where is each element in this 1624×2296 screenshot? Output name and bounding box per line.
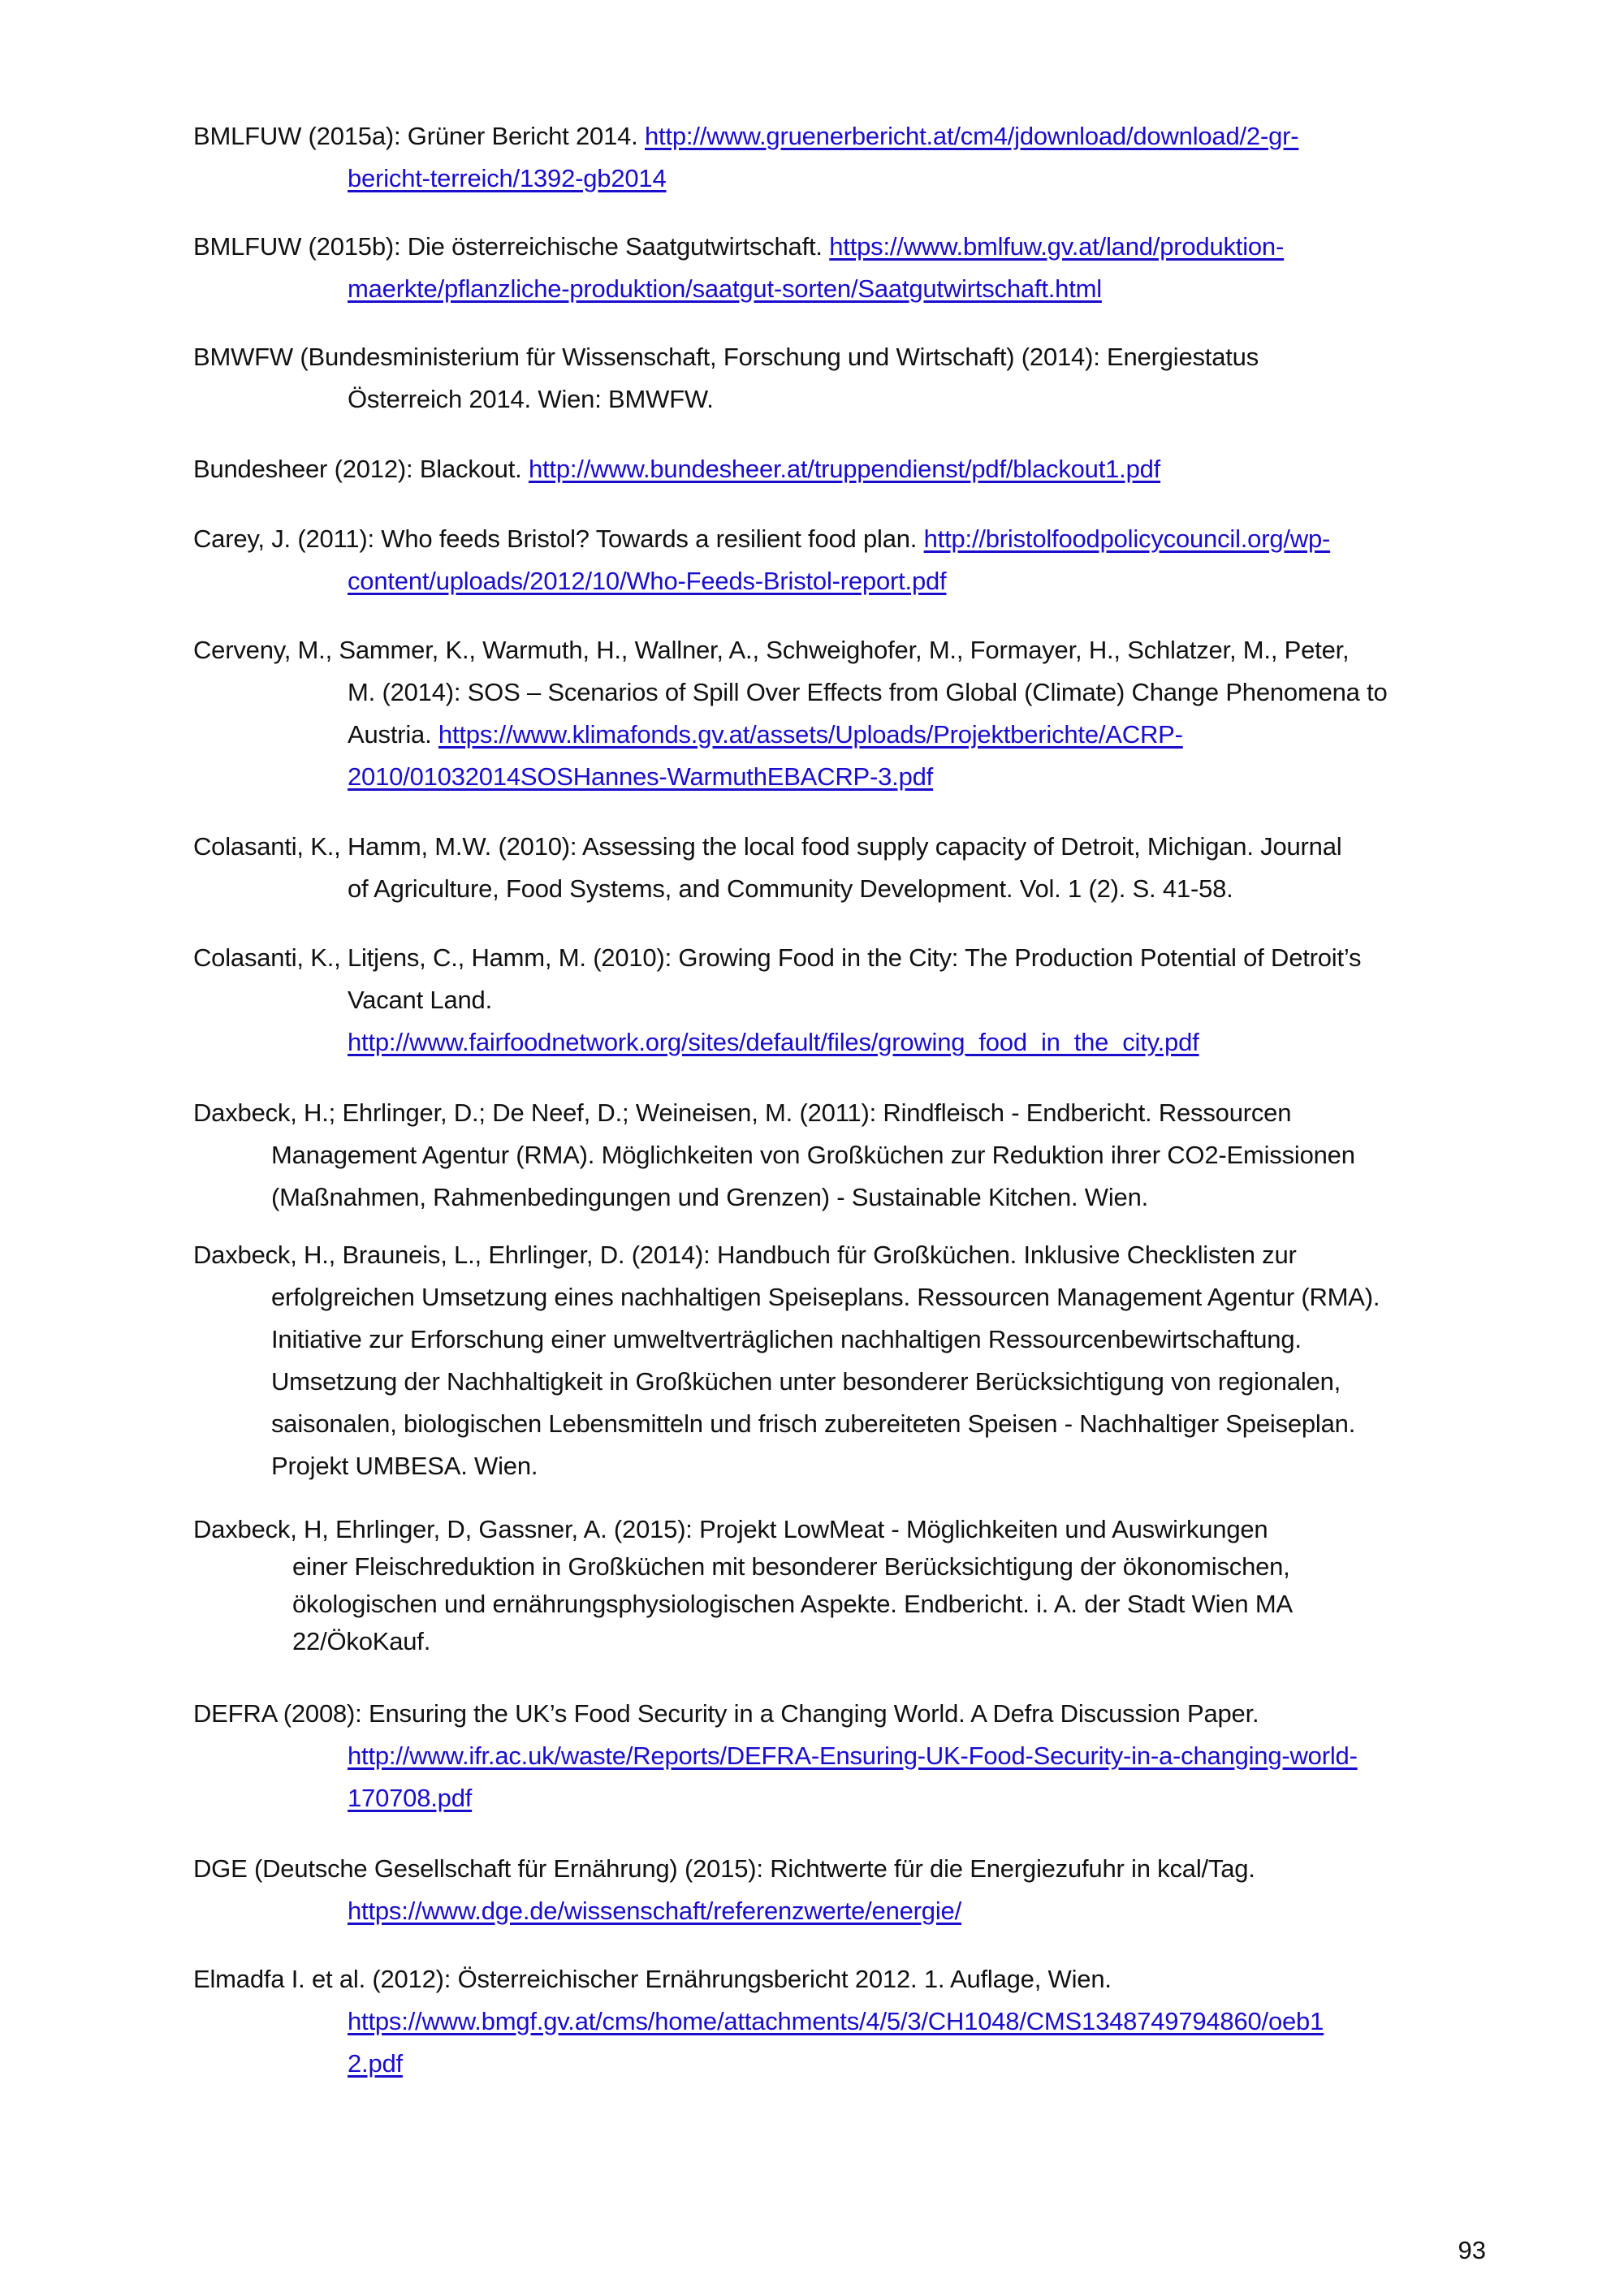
reference-bmlfuw-2015a [193, 115, 1492, 200]
reference-link-continued[interactable]: 2010/01032014SOSHannes-WarmuthEBACRP-3.pdf [348, 762, 934, 791]
reference-text: Cerveny, M., Sammer, K., Warmuth, H., Wallner, A., Schweighofer, M., Formayer, H., Schlatzer, M., Peter, [193, 636, 1350, 664]
reference-link[interactable]: https://www.dge.de/wissenschaft/referenzwerte/energie/ [348, 1897, 961, 1925]
reference-daxbeck-2015 [193, 1511, 1492, 1660]
reference-link-continued[interactable]: 2.pdf [348, 2049, 403, 2078]
reference-text: ökologischen und ernährungsphysiologischen Aspekte. Endbericht. i. A. der Stadt Wien MA [292, 1590, 1293, 1618]
reference-link[interactable]: https://www.bmlfuw.gv.at/land/produktion- [829, 232, 1285, 261]
reference-text: (Maßnahmen, Rahmenbedingungen und Grenzen) - Sustainable Kitchen. Wien. [271, 1183, 1149, 1211]
reference-text: Colasanti, K., Hamm, M.W. (2010): Assessing the local food supply capacity of Detroit, Michigan. Journal [193, 832, 1342, 861]
reference-text: BMLFUW (2015b): Die österreichische Saatgutwirtschaft. [193, 232, 830, 261]
reference-colasanti-2010a [193, 826, 1492, 910]
reference-text: Österreich 2014. Wien: BMWFW. [348, 385, 714, 413]
reference-text: Vacant Land. [348, 986, 492, 1014]
reference-defra-2008 [193, 1693, 1492, 1819]
reference-text: Umsetzung der Nachhaltigkeit in Großküchen unter besonderer Berücksichtigung von regionalen, [271, 1367, 1341, 1396]
reference-cerveny-2014 [193, 629, 1492, 798]
reference-link[interactable]: https://www.bmgf.gv.at/cms/home/attachments/4/5/3/CH1048/CMS1348749794860/oeb1 [348, 2007, 1324, 2035]
reference-bundesheer-2012 [193, 448, 1492, 490]
reference-dge-2015 [193, 1848, 1492, 1932]
reference-text: Austria. [348, 720, 438, 749]
reference-text: BMLFUW (2015a): Grüner Bericht 2014. [193, 122, 645, 150]
reference-link[interactable]: https://www.klimafonds.gv.at/assets/Uploads/Projektberichte/ACRP- [438, 720, 1183, 749]
reference-elmadfa-2012 [193, 1958, 1492, 2085]
reference-bmlfuw-2015b [193, 226, 1492, 310]
reference-text: 22/ÖkoKauf. [292, 1627, 431, 1655]
reference-text: M. (2014): SOS – Scenarios of Spill Over Effects from Global (Climate) Change Phenomena to [348, 678, 1388, 706]
reference-text: erfolgreichen Umsetzung eines nachhaltigen Speiseplans. Ressourcen Management Agentur (RMA). [271, 1283, 1380, 1311]
page-number: 93 [1458, 2236, 1486, 2264]
reference-text: einer Fleischreduktion in Großküchen mit besonderer Berücksichtigung der ökonomischen, [292, 1552, 1290, 1581]
reference-link-continued[interactable]: maerkte/pflanzliche-produktion/saatgut-sorten/Saatgutwirtschaft.html [348, 274, 1102, 303]
reference-colasanti-2010b [193, 937, 1492, 1064]
reference-text: Elmadfa I. et al. (2012): Österreichischer Ernährungsbericht 2012. 1. Auflage, Wien. [193, 1965, 1112, 1993]
reference-daxbeck-2011 [193, 1092, 1492, 1219]
reference-link[interactable]: http://www.ifr.ac.uk/waste/Reports/DEFRA-Ensuring-UK-Food-Security-in-a-changing-world- [348, 1741, 1358, 1770]
reference-text: Projekt UMBESA. Wien. [271, 1452, 538, 1480]
reference-text: of Agriculture, Food Systems, and Community Development. Vol. 1 (2). S. 41-58. [348, 874, 1233, 903]
reference-link-continued[interactable]: content/uploads/2012/10/Who-Feeds-Bristol-report.pdf [348, 567, 947, 595]
reference-link-continued[interactable]: bericht-terreich/1392-gb2014 [348, 164, 667, 192]
reference-text: Bundesheer (2012): Blackout. [193, 455, 529, 483]
reference-text: Daxbeck, H, Ehrlinger, D, Gassner, A. (2015): Projekt LowMeat - Möglichkeiten und Auswirkungen [193, 1515, 1268, 1543]
reference-text: BMWFW (Bundesministerium für Wissenschaft, Forschung und Wirtschaft) (2014): Energiestatus [193, 343, 1259, 371]
reference-text: Daxbeck, H., Brauneis, L., Ehrlinger, D. (2014): Handbuch für Großküchen. Inklusive Checklisten zur [193, 1241, 1297, 1269]
reference-text: saisonalen, biologischen Lebensmitteln und frisch zubereiteten Speisen - Nachhaltiger Speiseplan. [271, 1409, 1356, 1438]
reference-carey-2011 [193, 518, 1492, 602]
reference-bmwfw-2014 [193, 336, 1492, 421]
reference-text: Initiative zur Erforschung einer umweltverträglichen nachhaltigen Ressourcenbewirtschaftung. [271, 1325, 1302, 1353]
reference-text: Management Agentur (RMA). Möglichkeiten von Großküchen zur Reduktion ihrer CO2-Emissionen [271, 1141, 1355, 1169]
reference-text: Carey, J. (2011): Who feeds Bristol? Towards a resilient food plan. [193, 524, 924, 553]
reference-link-continued[interactable]: 170708.pdf [348, 1784, 473, 1812]
reference-text: Daxbeck, H.; Ehrlinger, D.; De Neef, D.; Weineisen, M. (2011): Rindfleisch - Endbericht. Ressourcen [193, 1098, 1292, 1127]
reference-text: Colasanti, K., Litjens, C., Hamm, M. (2010): Growing Food in the City: The Production Potential of Detroit’s [193, 943, 1362, 972]
reference-text: DEFRA (2008): Ensuring the UK’s Food Security in a Changing World. A Defra Discussion Paper. [193, 1699, 1259, 1728]
reference-text: DGE (Deutsche Gesellschaft für Ernährung) (2015): Richtwerte für die Energiezufuhr in kcal/Tag. [193, 1854, 1255, 1883]
reference-link[interactable]: http://bristolfoodpolicycouncil.org/wp- [923, 524, 1331, 553]
reference-daxbeck-2014 [193, 1234, 1492, 1487]
reference-link[interactable]: http://www.bundesheer.at/truppendienst/pdf/blackout1.pdf [528, 455, 1161, 483]
reference-link[interactable]: http://www.gruenerbericht.at/cm4/jdownload/download/2-gr- [645, 122, 1299, 150]
reference-link[interactable]: http://www.fairfoodnetwork.org/sites/default/files/growing_food_in_the_city.pdf [348, 1028, 1199, 1056]
